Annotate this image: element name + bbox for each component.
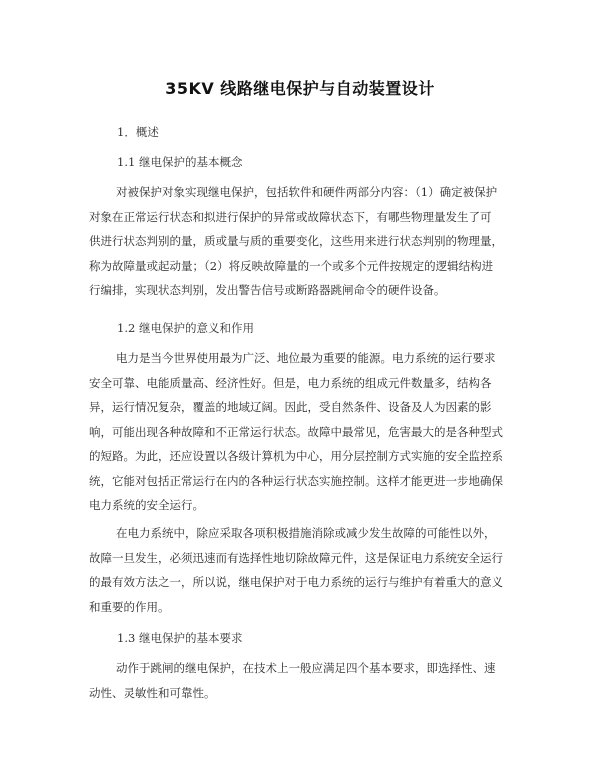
- document-title: 35KV 线路继电保护与自动装置设计: [165, 79, 435, 98]
- paragraph-line: 故障一旦发生，必须迅速而有选择性地切除故障元件，这是保证电力系统安全运行: [89, 550, 503, 565]
- paragraph-line: 统，它能对包括正常运行在内的各种运行状态实施控制。这样才能更进一步地确保: [89, 473, 503, 488]
- paragraph-line: 对象在正常运行状态和拟进行保护的异常或故障状态下，有哪些物理量发生了可: [89, 209, 492, 224]
- paragraph-line: 称为故障量或起动量；（2）将反映故障量的一个或多个元件按规定的逻辑结构进: [89, 258, 494, 273]
- paragraph-significance-2: [89, 521, 513, 619]
- section-heading-requirements: 1.3 继电保护的基本要求: [117, 631, 243, 645]
- paragraph-line: 对被保护对象实现继电保护，包括软件和硬件两部分内容：（1）确定被保护: [116, 185, 498, 199]
- paragraph-line: 的短路。为此，还应设置以各级计算机为中心，用分层控制方式实施的安全监控系: [89, 449, 503, 463]
- paragraph-line: 电力系统的安全运行。: [89, 498, 204, 512]
- paragraph-line: 电力是当今世界使用最为广泛、地位最为重要的能源。电力系统的运行要求: [116, 351, 496, 365]
- section-heading-overview: 1．概述: [117, 125, 159, 139]
- paragraph-line: 行编排，实现状态判别，发出警告信号或断路器跳闸命令的硬件设备。: [89, 283, 446, 297]
- paragraph-line: 和重要的作用。: [89, 599, 170, 614]
- paragraph-line: 动性、灵敏性和可靠性。: [89, 685, 216, 700]
- paragraph-basic-concept: [89, 180, 513, 303]
- paragraph-line: 响，可能出现各种故障和不正常运行状态。故障中最常见，危害最大的是各种型式: [89, 424, 503, 439]
- paragraph-line: 安全可靠、电能质量高、经济性好。但是，电力系统的组成元件数量多，结构各: [89, 375, 492, 390]
- paragraph-line: 供进行状态判别的量，质或量与质的重要变化，这些用来进行状态判别的物理量，: [89, 234, 503, 248]
- paragraph-line: 动作于跳闸的继电保护，在技术上一般应满足四个基本要求，即选择性、速: [116, 661, 496, 675]
- paragraph-line: 在电力系统中，除应采取各项积极措施消除或减少发生故障的可能性以外，: [116, 526, 496, 540]
- section-heading-significance: 1.2 继电保护的意义和作用: [117, 321, 254, 335]
- paragraph-requirements: [89, 656, 513, 705]
- paragraph-line: 异，运行情况复杂，覆盖的地域辽阔。因此，受自然条件、设备及人为因素的影: [89, 400, 492, 414]
- section-heading-basic-concept: 1.1 继电保护的基本概念: [117, 155, 243, 169]
- paragraph-significance-1: [89, 346, 513, 518]
- paragraph-line: 的最有效方法之一，所以说，继电保护对于电力系统的运行与维护有着重大的意义: [89, 575, 503, 589]
